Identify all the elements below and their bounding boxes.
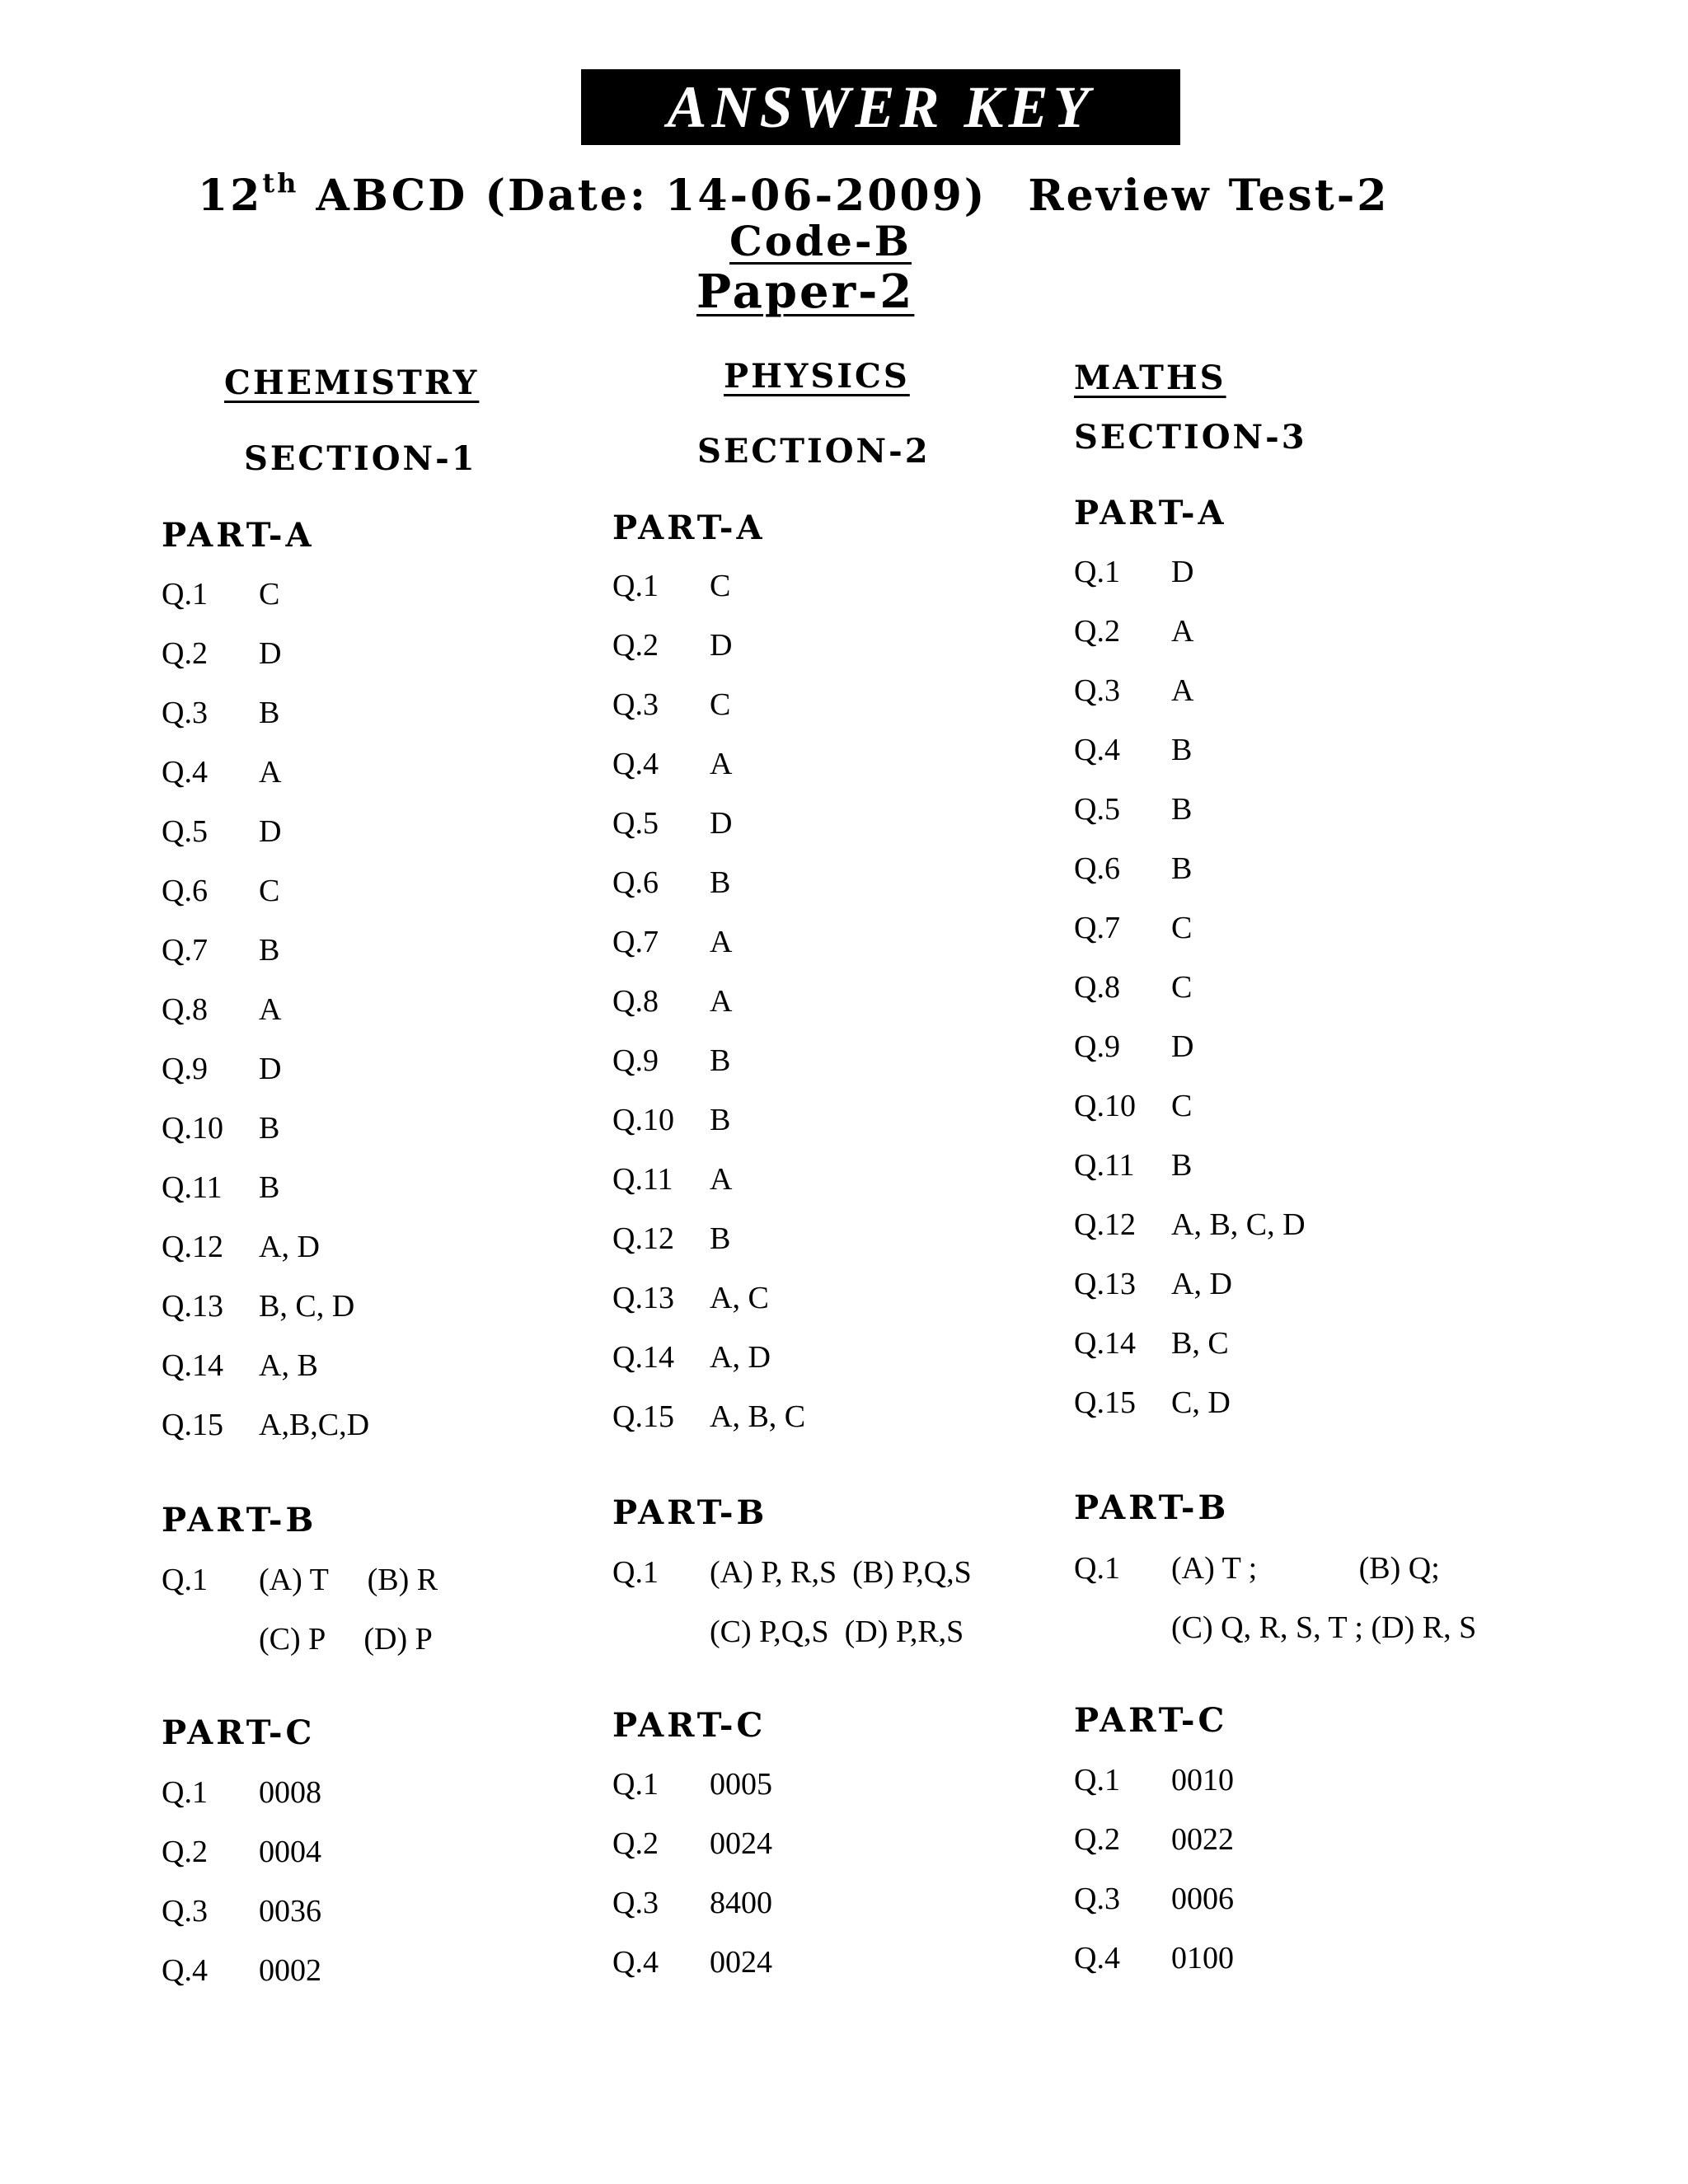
answer-line-2: (C) P,Q,S (D) P,R,S xyxy=(710,1615,964,1649)
test-name: Review Test-2 xyxy=(1028,171,1390,221)
answer-value: 0036 xyxy=(259,1894,321,1929)
answer-value: 0004 xyxy=(259,1835,321,1869)
answer-value: B, C, D xyxy=(259,1289,355,1324)
part-c-heading: PART-C xyxy=(1074,1701,1228,1740)
part-b-heading: PART-B xyxy=(162,1501,317,1540)
answer-value: C xyxy=(710,687,731,722)
answer-value: 0008 xyxy=(259,1775,321,1810)
question-number: Q.11 xyxy=(162,1170,223,1205)
question-number: Q.5 xyxy=(612,806,659,841)
answer-line-2: (C) Q, R, S, T ; (D) R, S xyxy=(1171,1610,1477,1645)
part-b-heading: PART-B xyxy=(1074,1488,1230,1527)
answer-value: 0002 xyxy=(259,1953,321,1988)
part-c-heading: PART-C xyxy=(162,1713,316,1752)
question-number: Q.6 xyxy=(162,874,208,908)
question-number: Q.1 xyxy=(612,1767,659,1802)
answer-value: A, D xyxy=(1171,1267,1232,1301)
answer-value: B xyxy=(710,1043,731,1078)
question-number: Q.2 xyxy=(1074,614,1120,649)
answer-value: 8400 xyxy=(710,1886,772,1920)
question-number: Q.2 xyxy=(612,628,659,663)
answer-line-1: (A) T ; (B) Q; xyxy=(1171,1551,1440,1586)
code-label: Code-B xyxy=(729,217,912,265)
answer-value: 0006 xyxy=(1171,1882,1234,1916)
question-number: Q.7 xyxy=(612,925,659,959)
question-number: Q.9 xyxy=(612,1043,659,1078)
question-number: Q.11 xyxy=(612,1162,673,1197)
question-number: Q.8 xyxy=(612,984,659,1019)
question-number: Q.13 xyxy=(612,1281,674,1315)
answer-value: D xyxy=(259,1052,282,1086)
question-number: Q.9 xyxy=(1074,1029,1120,1064)
answer-value: 0024 xyxy=(710,1826,772,1861)
answer-value: A xyxy=(710,747,733,781)
answer-value: A xyxy=(710,925,733,959)
question-number: Q.3 xyxy=(162,1894,208,1929)
answer-value: 0010 xyxy=(1171,1763,1234,1797)
answer-line-1: (A) P, R,S (B) P,Q,S xyxy=(710,1555,972,1590)
question-number: Q.8 xyxy=(1074,970,1120,1005)
answer-key-banner: ANSWER KEY xyxy=(581,69,1180,145)
answer-value: C xyxy=(1171,970,1193,1005)
answer-value: 0022 xyxy=(1171,1822,1234,1857)
question-number: Q.6 xyxy=(1074,851,1120,886)
question-number: Q.5 xyxy=(162,814,208,849)
question-number: Q.5 xyxy=(1074,792,1120,827)
question-number: Q.4 xyxy=(612,1945,659,1980)
answer-value: B xyxy=(1171,851,1193,886)
answer-value: C xyxy=(259,874,280,908)
answer-value: A, B, C xyxy=(710,1399,806,1434)
question-number: Q.13 xyxy=(1074,1267,1136,1301)
question-number: Q.10 xyxy=(162,1111,223,1146)
answer-value: A xyxy=(710,1162,733,1197)
question-number: Q.4 xyxy=(1074,733,1120,767)
question-number: Q.2 xyxy=(1074,1822,1120,1857)
section-heading: SECTION-3 xyxy=(1074,418,1307,457)
answer-value: A xyxy=(1171,614,1194,649)
answer-value: A xyxy=(1171,673,1194,708)
part-a-heading: PART-A xyxy=(162,516,315,555)
question-number: Q.3 xyxy=(612,687,659,722)
question-number: Q.10 xyxy=(1074,1089,1136,1123)
question-number: Q.1 xyxy=(162,1775,208,1810)
part-b-heading: PART-B xyxy=(612,1493,768,1532)
answer-value: A, C xyxy=(710,1281,769,1315)
question-number: Q.3 xyxy=(1074,673,1120,708)
question-number: Q.14 xyxy=(1074,1326,1136,1361)
answer-value: B xyxy=(710,1221,731,1256)
answer-value: A, B xyxy=(259,1348,318,1383)
part-a-heading: PART-A xyxy=(612,509,766,547)
question-number: Q.15 xyxy=(162,1408,223,1442)
answer-value: B xyxy=(259,1170,280,1205)
part-a-heading: PART-A xyxy=(1074,494,1227,532)
answer-value: 0024 xyxy=(710,1945,772,1980)
answer-value: A,B,C,D xyxy=(259,1408,370,1442)
question-number: Q.1 xyxy=(612,569,659,603)
answer-value: D xyxy=(710,628,733,663)
answer-value: A xyxy=(710,984,733,1019)
test-title-line xyxy=(198,167,1390,221)
question-number: Q.9 xyxy=(162,1052,208,1086)
class-suffix: th xyxy=(262,167,299,199)
question-number: Q.1 xyxy=(612,1555,659,1590)
question-number: Q.3 xyxy=(162,696,208,730)
question-number: Q.2 xyxy=(162,1835,208,1869)
question-number: Q.4 xyxy=(612,747,659,781)
answer-value: D xyxy=(1171,555,1194,589)
question-number: Q.14 xyxy=(612,1340,674,1375)
answer-value: D xyxy=(259,814,282,849)
question-number: Q.1 xyxy=(1074,1763,1120,1797)
answer-value: A xyxy=(259,992,282,1027)
answer-value: A, D xyxy=(710,1340,771,1375)
answer-line-1: (A) T (B) R xyxy=(259,1563,438,1597)
question-number: Q.4 xyxy=(162,755,208,790)
question-number: Q.1 xyxy=(1074,1551,1120,1586)
answer-value: D xyxy=(710,806,733,841)
answer-value: B xyxy=(710,1103,731,1137)
question-number: Q.15 xyxy=(1074,1385,1136,1420)
answer-value: C xyxy=(1171,1089,1193,1123)
answer-value: C, D xyxy=(1171,1385,1231,1420)
question-number: Q.10 xyxy=(612,1103,674,1137)
question-number: Q.6 xyxy=(612,865,659,900)
question-number: Q.2 xyxy=(162,636,208,671)
part-c-heading: PART-C xyxy=(612,1706,767,1745)
section-heading: SECTION-1 xyxy=(244,439,477,478)
question-number: Q.7 xyxy=(162,933,208,968)
question-number: Q.1 xyxy=(1074,555,1120,589)
answer-value: C xyxy=(1171,911,1193,945)
answer-value: C xyxy=(259,577,280,612)
question-number: Q.13 xyxy=(162,1289,223,1324)
answer-value: B xyxy=(1171,792,1193,827)
question-number: Q.4 xyxy=(1074,1941,1120,1975)
question-number: Q.11 xyxy=(1074,1148,1135,1183)
section-heading: SECTION-2 xyxy=(697,432,931,471)
question-number: Q.12 xyxy=(612,1221,674,1256)
subject-heading: CHEMISTRY xyxy=(224,363,480,402)
question-number: Q.12 xyxy=(162,1230,223,1264)
answer-value: D xyxy=(259,636,282,671)
question-number: Q.3 xyxy=(1074,1882,1120,1916)
question-number: Q.3 xyxy=(612,1886,659,1920)
question-number: Q.8 xyxy=(162,992,208,1027)
class-date: ABCD (Date: 14-06-2009) xyxy=(298,171,987,221)
question-number: Q.7 xyxy=(1074,911,1120,945)
answer-value: C xyxy=(710,569,731,603)
answer-value: B, C xyxy=(1171,1326,1229,1361)
answer-value: 0005 xyxy=(710,1767,772,1802)
answer-value: B xyxy=(1171,733,1193,767)
subject-heading: MATHS xyxy=(1074,359,1226,397)
question-number: Q.1 xyxy=(162,577,208,612)
answer-value: B xyxy=(259,1111,280,1146)
question-number: Q.15 xyxy=(612,1399,674,1434)
answer-value: A xyxy=(259,755,282,790)
class-number: 12 xyxy=(198,171,263,221)
answer-value: D xyxy=(1171,1029,1194,1064)
answer-value: B xyxy=(1171,1148,1193,1183)
answer-value: B xyxy=(710,865,731,900)
answer-value: B xyxy=(259,696,280,730)
question-number: Q.14 xyxy=(162,1348,223,1383)
subject-heading: PHYSICS xyxy=(724,357,910,396)
answer-value: B xyxy=(259,933,280,968)
question-number: Q.1 xyxy=(162,1563,208,1597)
question-number: Q.12 xyxy=(1074,1207,1136,1242)
question-number: Q.4 xyxy=(162,1953,208,1988)
paper-label: Paper-2 xyxy=(696,265,915,319)
answer-line-2: (C) P (D) P xyxy=(259,1622,433,1657)
answer-value: 0100 xyxy=(1171,1941,1234,1975)
answer-value: A, B, C, D xyxy=(1171,1207,1306,1242)
answer-value: A, D xyxy=(259,1230,320,1264)
question-number: Q.2 xyxy=(612,1826,659,1861)
